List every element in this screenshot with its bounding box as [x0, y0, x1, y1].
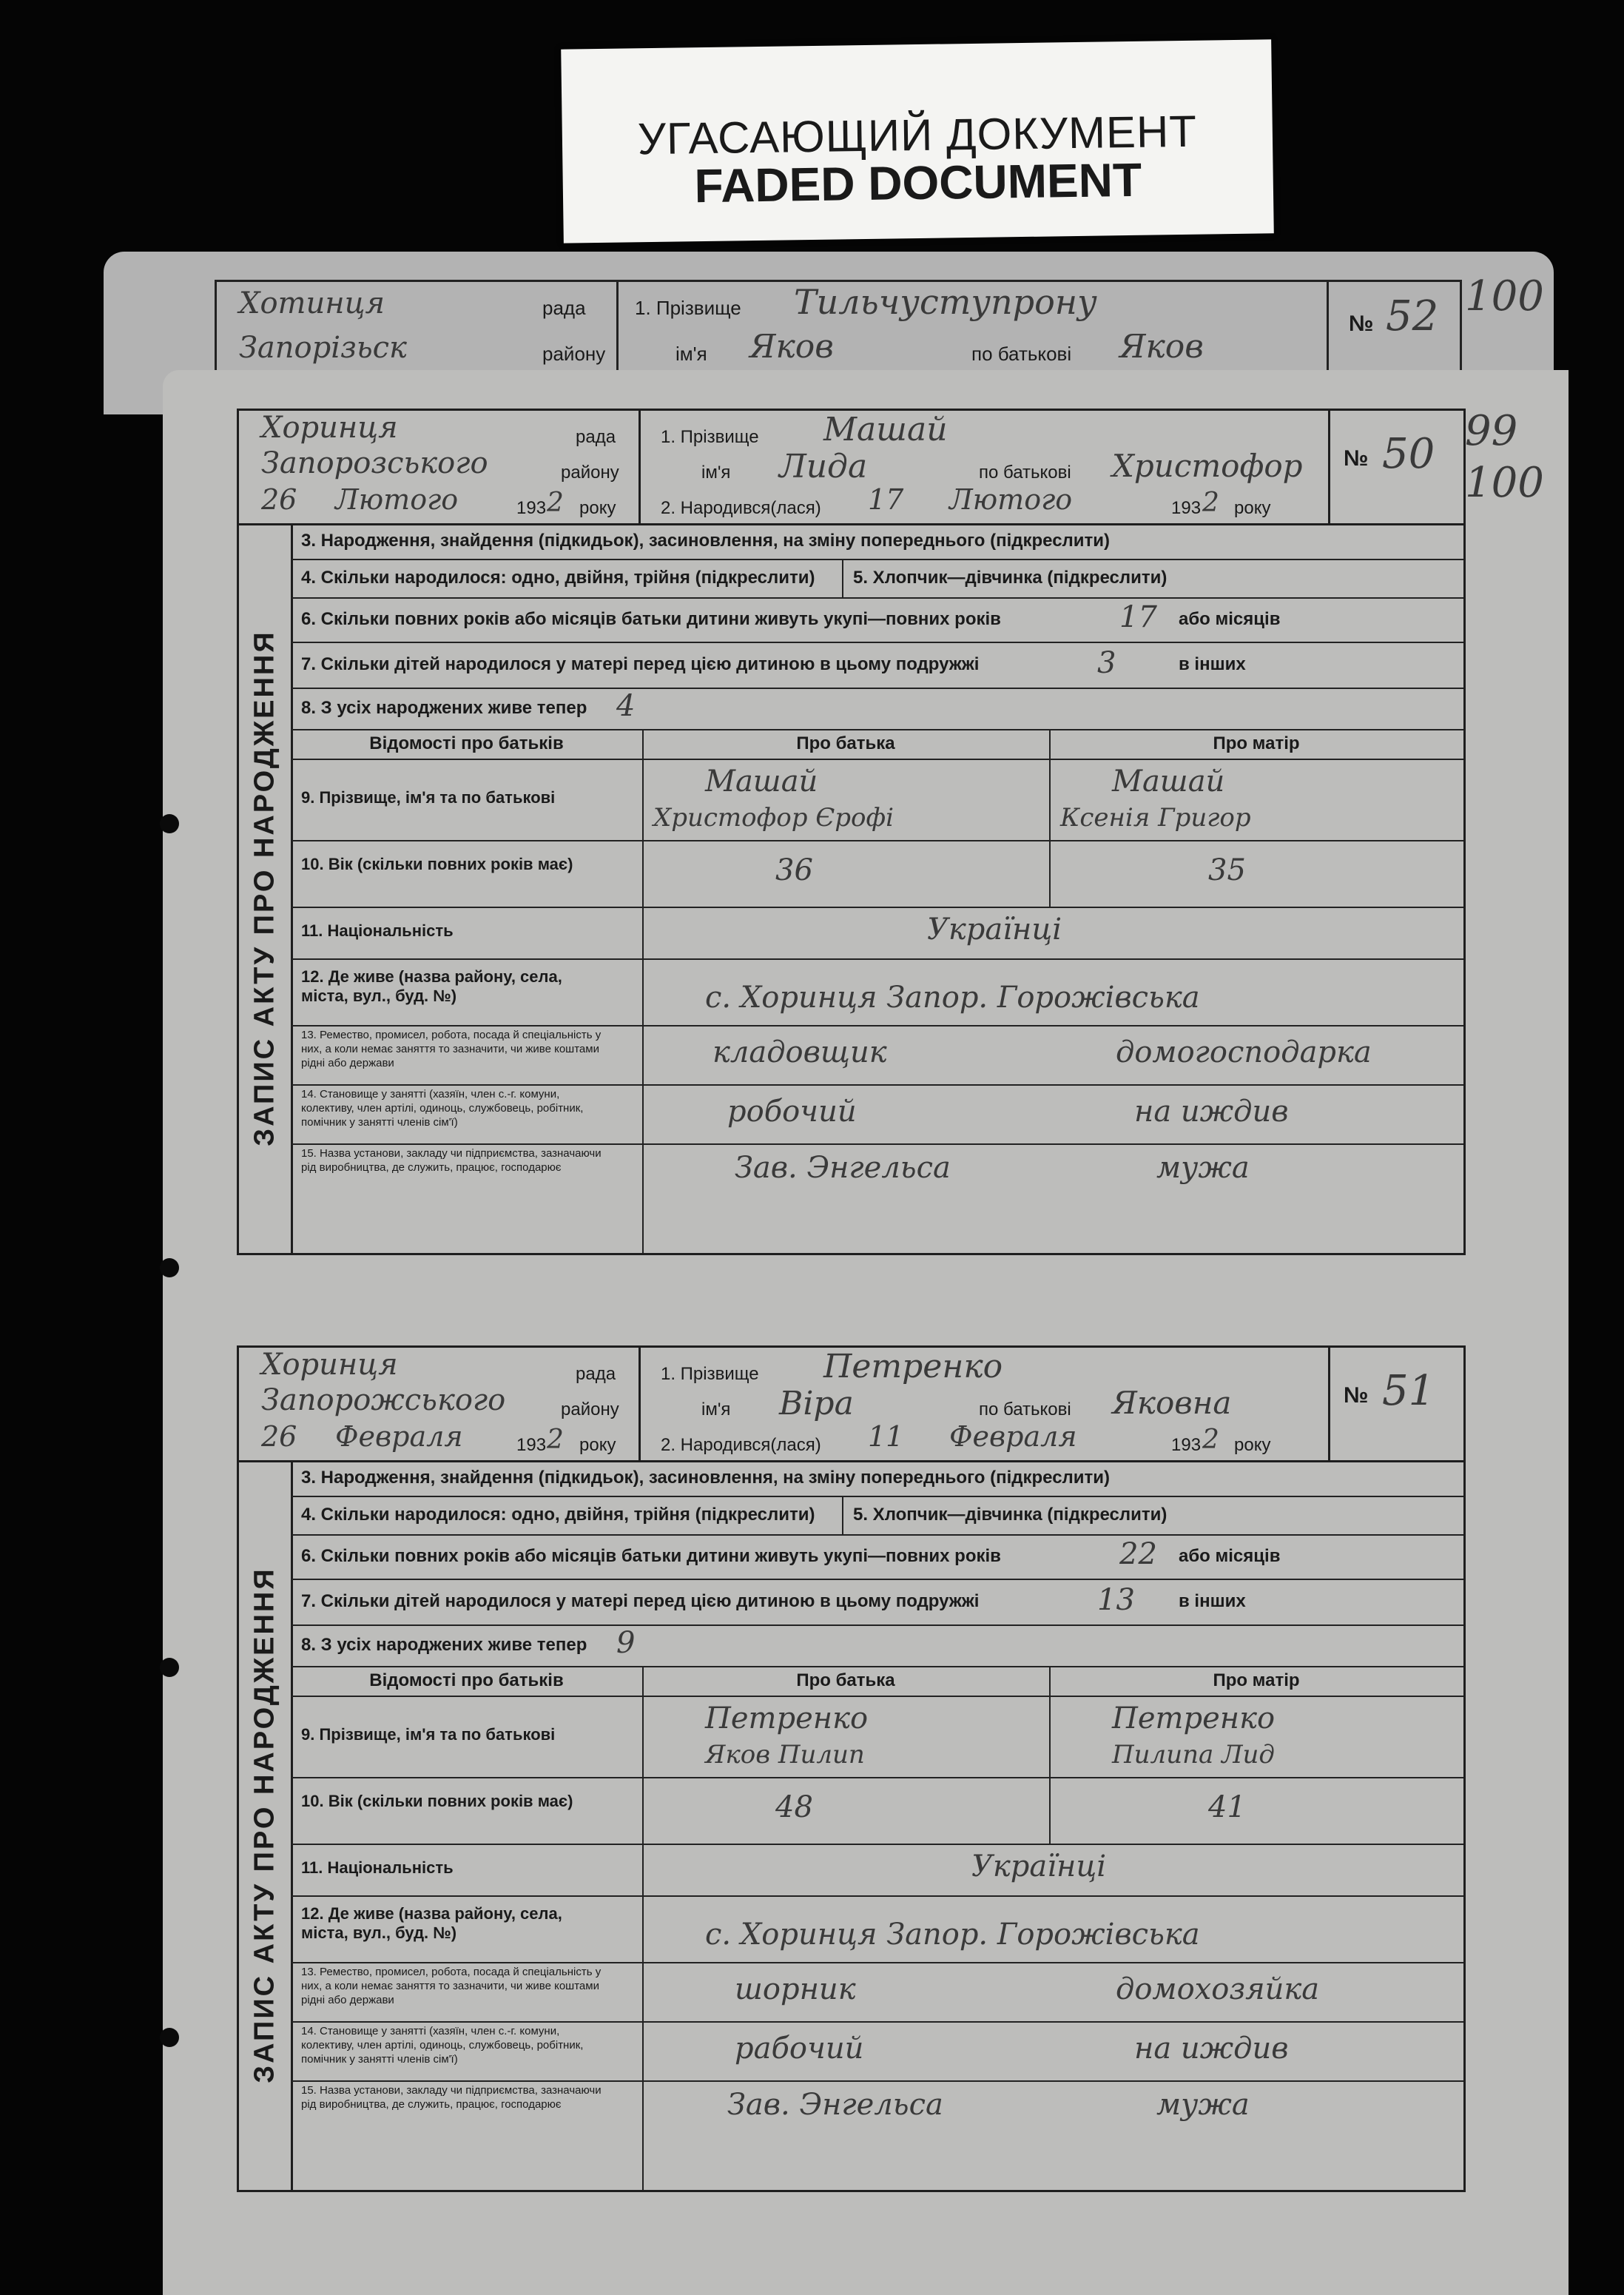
- header-father: Про батька: [796, 1670, 895, 1690]
- row-4: 4. Скільки народилося: одно, двійня, трійня (підкреслити): [301, 568, 815, 588]
- row-7-others: в інших: [1179, 654, 1246, 674]
- rayon-value: Запорозського: [261, 446, 488, 480]
- reg-day: 26: [261, 483, 297, 516]
- number-label: №: [1344, 1383, 1369, 1408]
- side-title: ЗАПИС АКТУ ПРО НАРОДЖЕННЯ: [249, 630, 280, 1146]
- front-sheet: [163, 370, 1569, 2295]
- address: с. Хоринця Запор. Горожівська: [705, 1918, 1200, 1952]
- name-value: Віра: [779, 1385, 854, 1422]
- row-3: 3. Народження, знайдення (підкидьок), засиновлення, на зміну попереднього (підкреслити): [301, 531, 1111, 551]
- mother-age: 41: [1208, 1790, 1246, 1824]
- alive-count: 4: [616, 689, 636, 723]
- father-name-2: Яков Пилип: [705, 1740, 865, 1770]
- row-14: 14. Становище у занятті (хазяїн, член с.-г. комуни, колективу, член артілі, одиноць, службовець, робітник, помічник у занятті членів сім'ї): [301, 2025, 584, 2066]
- back-rayon-label: району: [542, 343, 606, 365]
- punch-hole: [160, 2028, 179, 2047]
- row-13: 13. Ремество, промисел, робота, посада й спеціальність у них, а коли немає заняття то зазначити, чи живе коштами рідні або держави: [301, 1029, 602, 1069]
- row-6-months: або місяців: [1179, 1546, 1281, 1566]
- mother-status: на иждив: [1134, 1095, 1289, 1129]
- label-en: FADED DOCUMENT: [694, 152, 1142, 213]
- rayon-value: Запорожського: [261, 1383, 506, 1417]
- birth-year-prefix: 193: [1171, 498, 1202, 518]
- card-body: [239, 1460, 1463, 2190]
- surname-label: 1. Прізвище: [661, 427, 759, 447]
- back-number-value: 52: [1386, 292, 1439, 340]
- birth-month: Лютого: [949, 483, 1073, 516]
- patronymic-label: по батькові: [979, 1399, 1071, 1419]
- birth-roku-label: року: [1234, 1435, 1271, 1455]
- father-occupation: шорник: [735, 1972, 856, 2006]
- number-value: 50: [1382, 430, 1435, 478]
- reg-month: Февраля: [335, 1420, 463, 1453]
- row-3: 3. Народження, знайдення (підкидьок), засиновлення, на зміну попереднього (підкреслити): [301, 1468, 1111, 1488]
- birth-label: 2. Народився(лася): [661, 1435, 821, 1455]
- reg-month: Лютого: [335, 483, 459, 516]
- row-9: 9. Прізвище, ім'я та по батькові: [301, 788, 556, 807]
- birth-day: 17: [868, 483, 904, 516]
- row-10: 10. Вік (скільки повних років має): [301, 1792, 573, 1810]
- birth-day: 11: [868, 1420, 904, 1453]
- side-title: ЗАПИС АКТУ ПРО НАРОДЖЕННЯ: [249, 1567, 280, 2083]
- record-card-51: [237, 1345, 1466, 2192]
- alive-count: 9: [616, 1626, 636, 1660]
- rayon-label: району: [561, 1399, 619, 1419]
- back-rada-label: рада: [542, 297, 586, 319]
- patronymic-value: Яковна: [1112, 1385, 1232, 1421]
- reg-year-prefix: 193: [516, 1435, 547, 1455]
- birth-month: Февраля: [949, 1420, 1077, 1453]
- mother-workplace: мужа: [1156, 1151, 1250, 1185]
- name-label: ім'я: [701, 1399, 731, 1419]
- years-together: 17: [1119, 600, 1157, 634]
- father-name-1: Петренко: [705, 1701, 869, 1735]
- rada-label: рада: [576, 1364, 616, 1384]
- rayon-label: району: [561, 463, 619, 483]
- father-workplace: Зав. Энгельса: [735, 1151, 951, 1185]
- row-14: 14. Становище у занятті (хазяїн, член с.-г. комуни, колективу, член артілі, одиноць, службовець, робітник, помічник у занятті членів сім'ї): [301, 1088, 584, 1129]
- birth-year-prefix: 193: [1171, 1435, 1202, 1455]
- back-patronymic-value: Яков: [1119, 328, 1204, 366]
- mother-workplace: мужа: [1156, 2088, 1250, 2122]
- row-8: 8. З усіх народжених живе тепер: [301, 1635, 587, 1655]
- label-ru: УГАСАЮЩИЙ ДОКУМЕНТ: [637, 106, 1198, 164]
- patronymic-value: Христофор: [1112, 448, 1303, 484]
- row-6-months: або місяців: [1179, 609, 1281, 629]
- reg-year: 2: [547, 488, 564, 518]
- father-status: рабочий: [735, 2032, 864, 2066]
- nationality: Українці: [927, 913, 1062, 947]
- rada-label: рада: [576, 427, 616, 447]
- row-6: 6. Скільки повних років або місяців батьки дитини живуть укупі—повних років: [301, 1546, 1001, 1566]
- children-before: 13: [1097, 1583, 1135, 1617]
- nationality: Українці: [971, 1849, 1107, 1884]
- card-body: [239, 523, 1463, 1253]
- punch-hole: [160, 1658, 179, 1677]
- row-7-others: в інших: [1179, 1591, 1246, 1611]
- header-father: Про батька: [796, 733, 895, 753]
- row-12: 12. Де живе (назва району, села, міста, вул., буд. №): [301, 967, 562, 1005]
- surname-value: Петренко: [823, 1348, 1003, 1385]
- header-info: Відомості про батьків: [369, 1670, 564, 1690]
- father-age: 48: [775, 1790, 813, 1824]
- back-surname-value: Тильчуступрону: [794, 282, 1097, 322]
- number-value: 51: [1382, 1367, 1435, 1415]
- faded-document-label: [561, 39, 1274, 243]
- roku-label: року: [579, 1435, 616, 1455]
- father-occupation: кладовщик: [712, 1035, 887, 1069]
- row-11: 11. Національність: [301, 1858, 454, 1877]
- father-age: 36: [775, 853, 813, 887]
- name-label: ім'я: [701, 463, 731, 483]
- row-15: 15. Назва установи, закладу чи підприємства, зазначаючи рід виробництва, де служить, працює, господарює: [301, 2084, 602, 2111]
- back-rada-value: Хотинця: [239, 286, 385, 320]
- pencil-note-top: 99: [1465, 407, 1518, 455]
- row-11: 11. Національність: [301, 921, 454, 940]
- row-9: 9. Прізвище, ім'я та по батькові: [301, 1725, 556, 1744]
- card-header: [239, 411, 1463, 525]
- row-5: 5. Хлопчик—дівчинка (підкреслити): [853, 1505, 1168, 1525]
- header-info: Відомості про батьків: [369, 733, 564, 753]
- birth-year: 2: [1202, 488, 1219, 518]
- header-mother: Про матір: [1213, 1670, 1300, 1690]
- years-together: 22: [1119, 1537, 1157, 1571]
- father-status: робочий: [727, 1095, 857, 1129]
- mother-occupation: домохозяйка: [1116, 1972, 1320, 2006]
- row-12: 12. Де живе (назва району, села, міста, вул., буд. №): [301, 1904, 562, 1942]
- back-rayon-value: Запорізьск: [239, 331, 407, 365]
- mother-name-2: Пилипа Лид: [1112, 1740, 1275, 1770]
- patronymic-label: по батькові: [979, 463, 1071, 483]
- address: с. Хоринця Запор. Горожівська: [705, 981, 1200, 1015]
- punch-hole: [160, 814, 179, 833]
- row-5: 5. Хлопчик—дівчинка (підкреслити): [853, 568, 1168, 588]
- father-name-1: Машай: [705, 765, 818, 799]
- mother-occupation: домогосподарка: [1116, 1035, 1372, 1069]
- rada-value: Хоринця: [261, 1348, 398, 1382]
- mother-age: 35: [1208, 853, 1246, 887]
- reg-day: 26: [261, 1420, 297, 1453]
- name-value: Лида: [779, 448, 868, 485]
- header-mother: Про матір: [1213, 733, 1300, 753]
- mother-name-1: Машай: [1112, 765, 1225, 799]
- back-pencil-note: 100: [1465, 272, 1544, 320]
- row-15: 15. Назва установи, закладу чи підприємства, зазначаючи рід виробництва, де служить, працює, господарює: [301, 1147, 602, 1174]
- father-name-2: Христофор Єрофі: [653, 803, 894, 833]
- card-header: [239, 1348, 1463, 1462]
- mother-name-1: Петренко: [1112, 1701, 1276, 1735]
- father-workplace: Зав. Энгельса: [727, 2088, 943, 2122]
- back-patronymic-label: по батькові: [971, 343, 1072, 365]
- rada-value: Хоринця: [261, 411, 398, 445]
- row-13: 13. Ремество, промисел, робота, посада й спеціальність у них, а коли немає заняття то зазначити, чи живе коштами рідні або держави: [301, 1966, 602, 2006]
- children-before: 3: [1097, 646, 1116, 680]
- reg-year: 2: [547, 1425, 564, 1455]
- mother-status: на иждив: [1134, 2032, 1289, 2066]
- birth-year: 2: [1202, 1425, 1219, 1455]
- roku-label: року: [579, 498, 616, 518]
- row-7: 7. Скільки дітей народилося у матері перед цією дитиною в цьому подружжі: [301, 654, 980, 674]
- row-10: 10. Вік (скільки повних років має): [301, 855, 573, 873]
- row-7: 7. Скільки дітей народилося у матері перед цією дитиною в цьому подружжі: [301, 1591, 980, 1611]
- record-card-50: [237, 409, 1466, 1255]
- row-6: 6. Скільки повних років або місяців батьки дитини живуть укупі—повних років: [301, 609, 1001, 629]
- back-name-value: Яков: [749, 328, 834, 366]
- surname-value: Машай: [823, 411, 948, 448]
- reg-year-prefix: 193: [516, 498, 547, 518]
- pencil-note-bottom: 100: [1465, 459, 1544, 507]
- surname-label: 1. Прізвище: [661, 1364, 759, 1384]
- row-8: 8. З усіх народжених живе тепер: [301, 698, 587, 718]
- birth-label: 2. Народився(лася): [661, 498, 821, 518]
- punch-hole: [160, 1258, 179, 1277]
- back-number-label: №: [1349, 312, 1374, 336]
- back-name-label: ім'я: [675, 343, 707, 365]
- row-4: 4. Скільки народилося: одно, двійня, трійня (підкреслити): [301, 1505, 815, 1525]
- mother-name-2: Ксенія Григор: [1060, 803, 1251, 833]
- number-label: №: [1344, 446, 1369, 471]
- birth-roku-label: року: [1234, 498, 1271, 518]
- back-surname-label: 1. Прізвище: [635, 297, 741, 319]
